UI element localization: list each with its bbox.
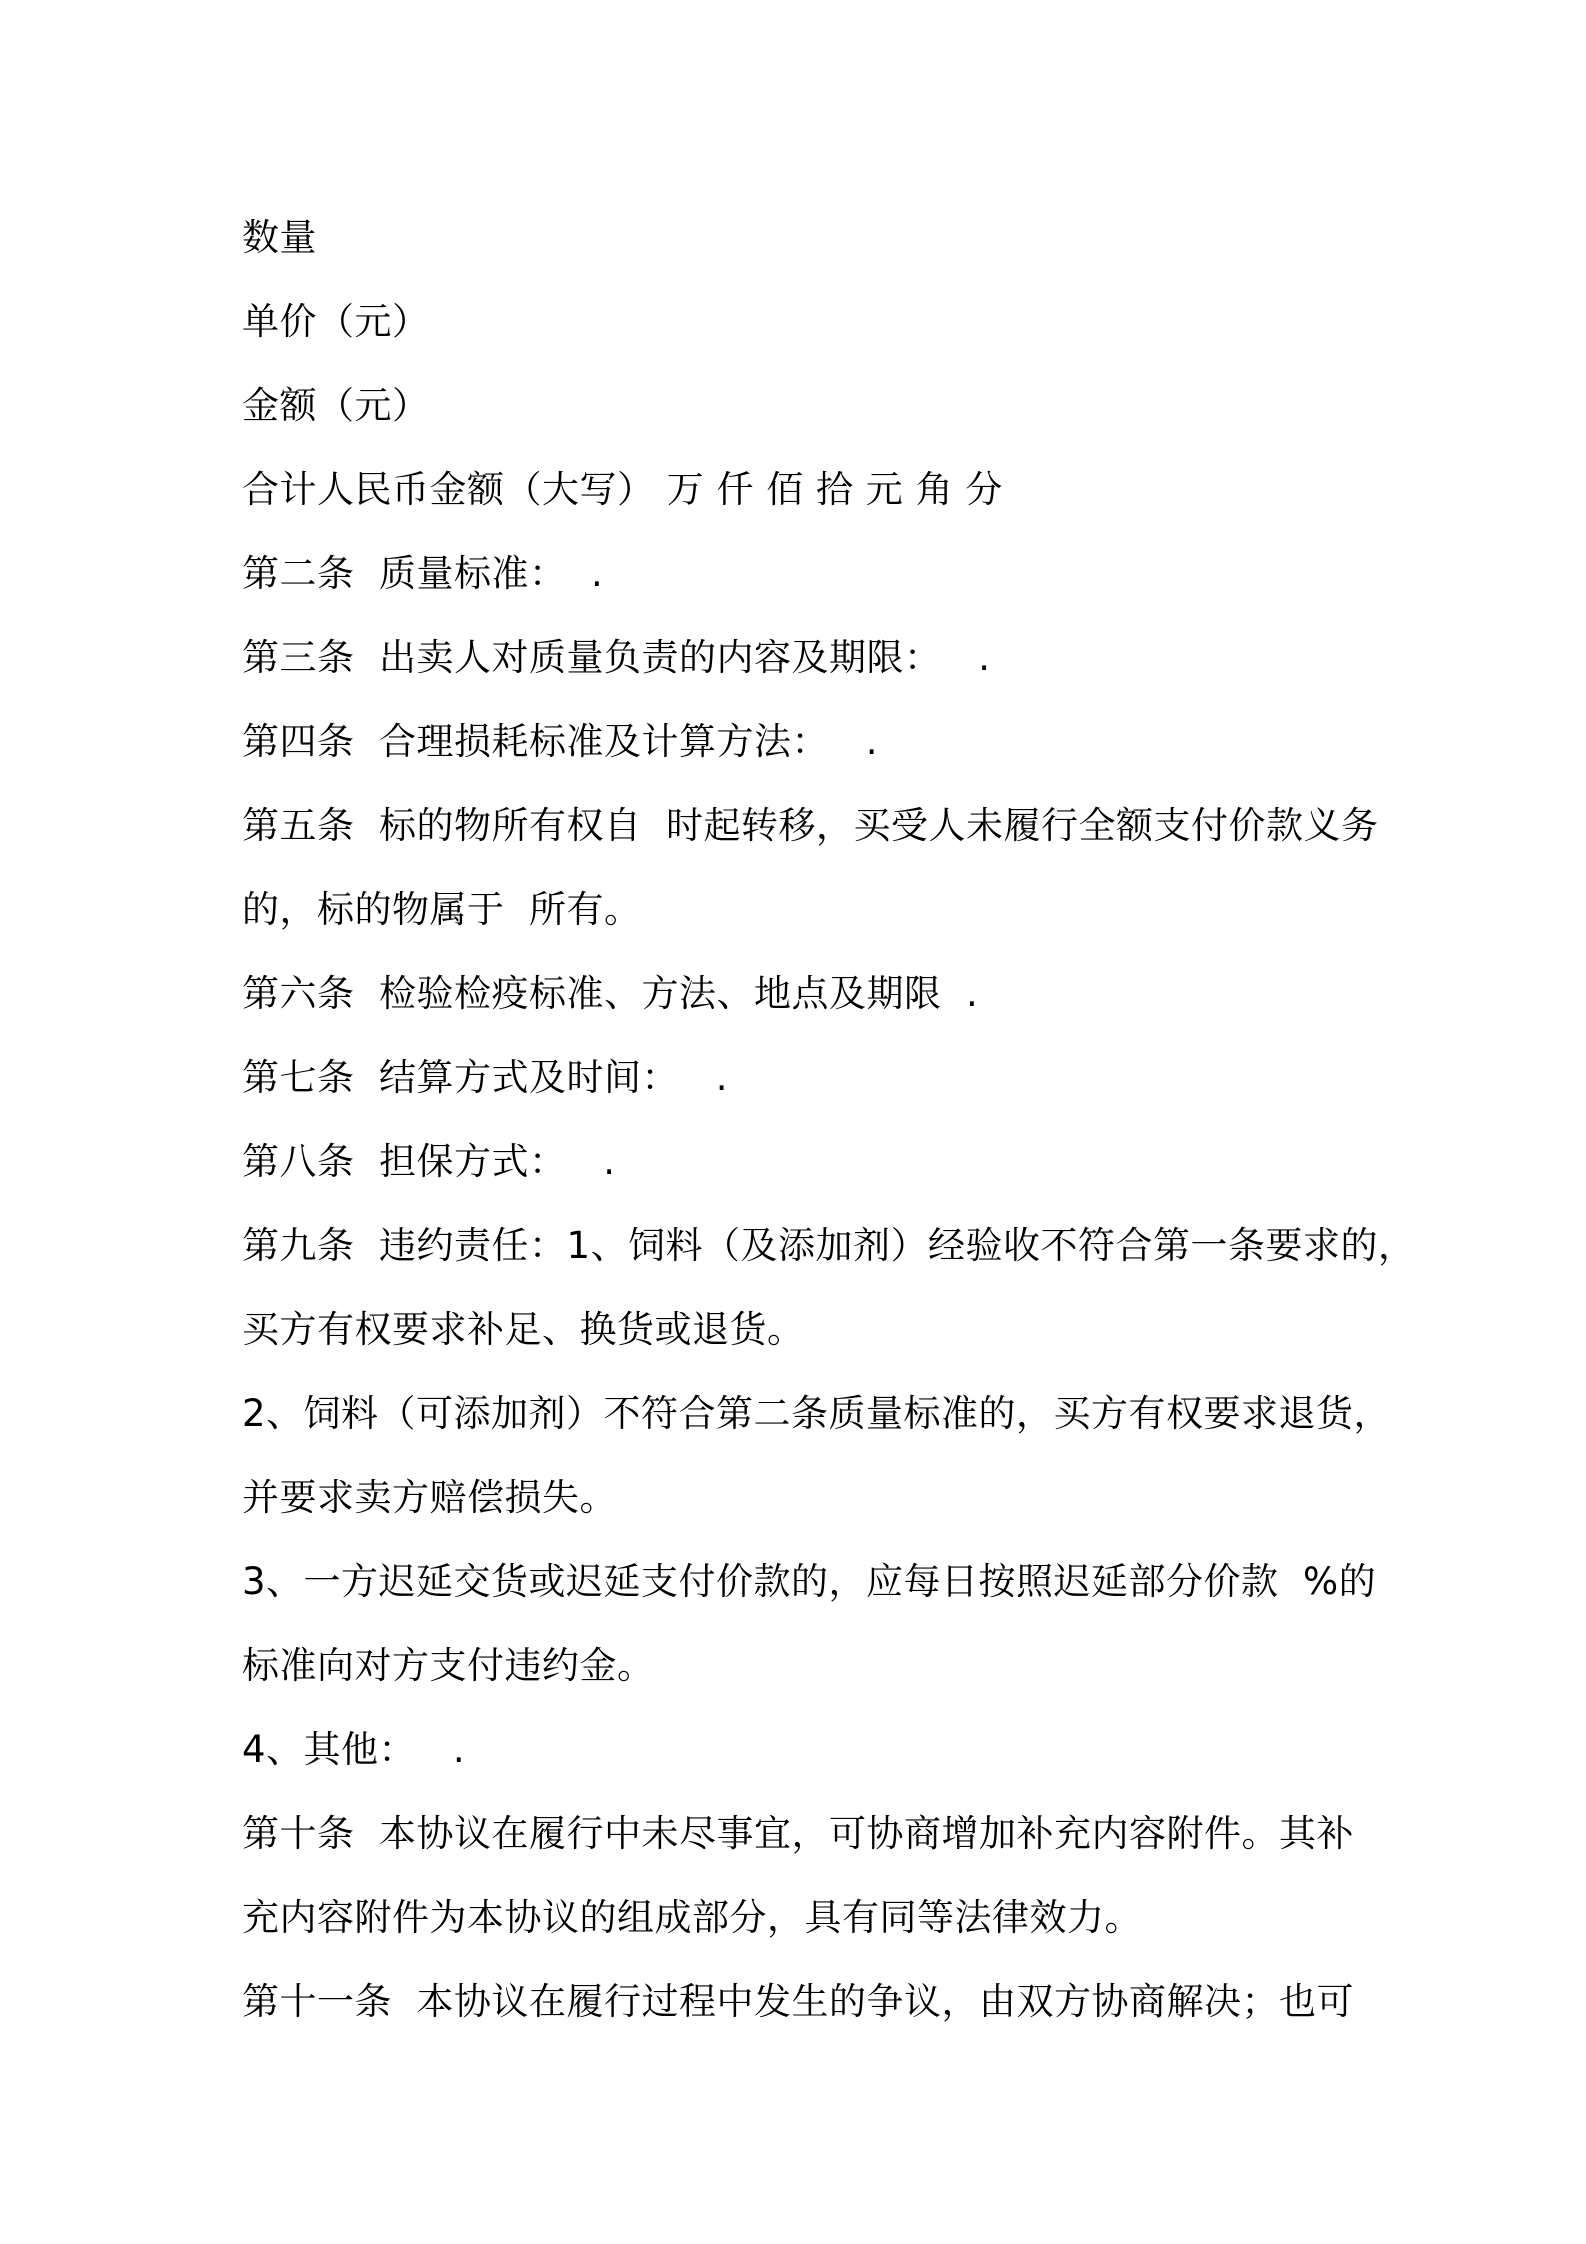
line-quantity: 数量 <box>242 216 317 259</box>
clause-8-guarantee: 第八条 担保方式： . <box>242 1140 616 1183</box>
line-amount: 金额（元） <box>242 384 430 427</box>
clause-4-loss-standard: 第四条 合理损耗标准及计算方法： . <box>242 720 879 763</box>
clause-6-inspection: 第六条 检验检疫标准、方法、地点及期限 . <box>242 972 979 1015</box>
clause-5-ownership: 第五条 标的物所有权自 时起转移，买受人未履行全额支付价款义务 <box>242 804 1379 847</box>
clause-7-settlement: 第七条 结算方式及时间： . <box>242 1056 729 1099</box>
line-unit-price: 单价（元） <box>242 300 430 343</box>
clause-5-ownership-cont: 的，标的物属于 所有。 <box>242 888 642 931</box>
contract-text <box>242 196 1416 2044</box>
clause-11-disputes: 第十一条 本协议在履行过程中发生的争议，由双方协商解决；也可 <box>242 1980 1355 2023</box>
clause-10-supplement-cont: 充内容附件为本协议的组成部分，具有同等法律效力。 <box>242 1896 1142 1939</box>
clause-9-item-3: 3、一方迟延交货或迟延支付价款的，应每日按照迟延部分价款 %的 <box>242 1560 1377 1603</box>
clause-9-liability: 第九条 违约责任：1、饲料（及添加剂）经验收不符合第一条要求的， <box>242 1224 1416 1267</box>
clause-3-seller-liability: 第三条 出卖人对质量负责的内容及期限： . <box>242 636 991 679</box>
line-total-rmb: 合计人民币金额（大写） 万 仟 佰 拾 元 角 分 <box>242 468 1003 511</box>
clause-2-quality: 第二条 质量标准： . <box>242 552 604 595</box>
clause-9-item-3-cont: 标准向对方支付违约金。 <box>242 1644 655 1687</box>
clause-10-supplement: 第十条 本协议在履行中未尽事宜，可协商增加补充内容附件。其补 <box>242 1812 1355 1855</box>
clause-9-item-4: 4、其他： . <box>242 1728 466 1771</box>
clause-9-item-2-cont: 并要求卖方赔偿损失。 <box>242 1476 617 1519</box>
clause-9-liability-cont: 买方有权要求补足、换货或退货。 <box>242 1308 805 1351</box>
clause-9-item-2: 2、饲料（可添加剂）不符合第二条质量标准的，买方有权要求退货， <box>242 1392 1392 1435</box>
